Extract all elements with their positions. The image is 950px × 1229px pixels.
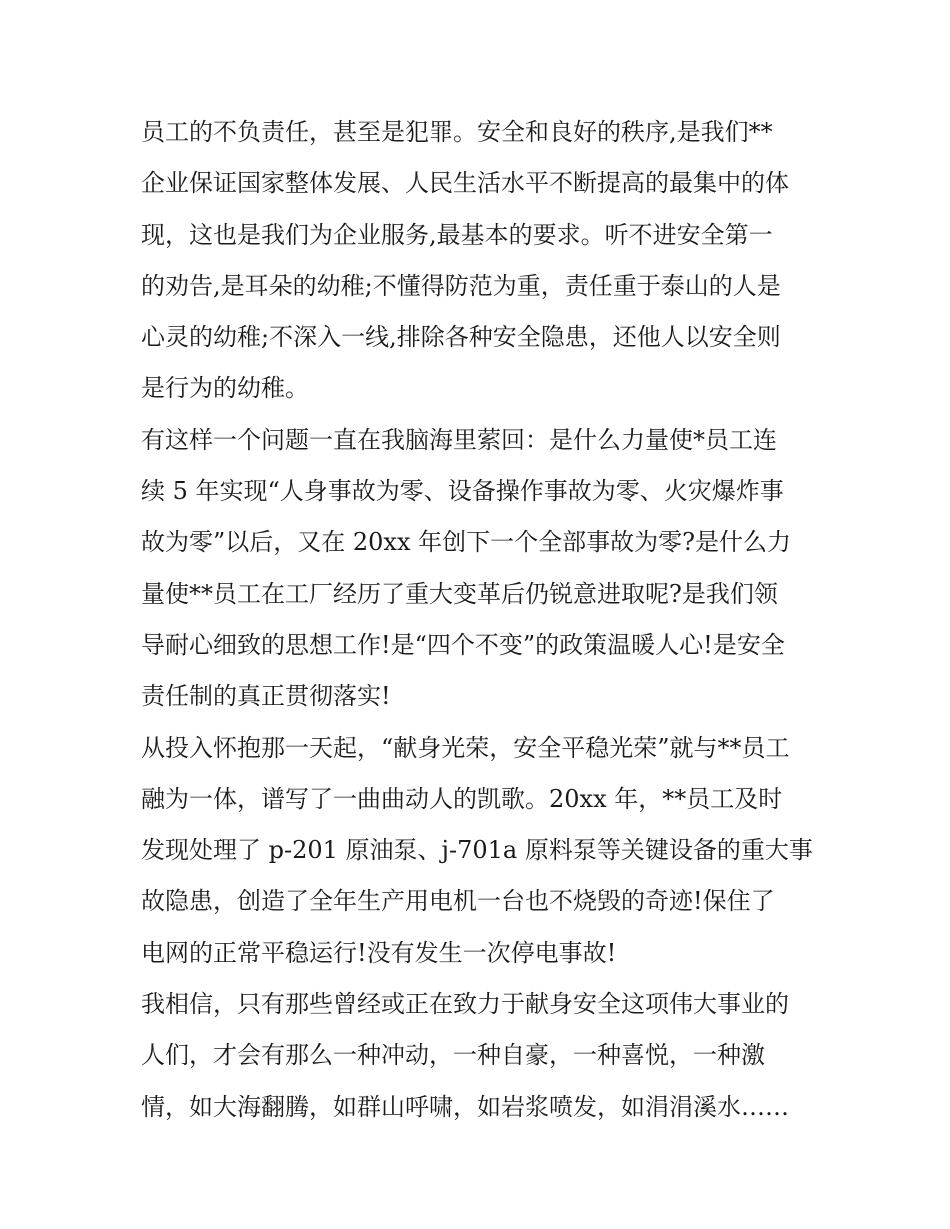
text-line: 故隐患，创造了全年生产用电机一台也不烧毁的奇迹!保住了 bbox=[141, 887, 775, 916]
text-line: 导耐心细致的思想工作!是“四个不变”的政策温暖人心!是安全 bbox=[141, 630, 785, 659]
text-line: 有这样一个问题一直在我脑海里萦回：是什么力量使*员工连 bbox=[141, 425, 777, 454]
text-line: 人们，才会有那么一种冲动，一种自豪，一种喜悦，一种激 bbox=[141, 1041, 765, 1070]
text-line: 融为一体，谱写了一曲曲动人的凯歌。20xx 年，**员工及时 bbox=[141, 784, 783, 813]
text-line: 故为零”以后，又在 20xx 年创下一个全部事故为零?是什么力 bbox=[141, 528, 792, 557]
text-line: 现，这也是我们为企业服务,最基本的要求。听不进安全第一 bbox=[141, 220, 773, 249]
text-line: 的劝告,是耳朵的幼稚;不懂得防范为重，责任重于泰山的人是 bbox=[141, 271, 781, 300]
text-line: 电网的正常平稳运行!没有发生一次停电事故! bbox=[141, 938, 617, 967]
text-line: 是行为的幼稚。 bbox=[141, 374, 309, 403]
text-line: 续 5 年实现“人身事故为零、设备操作事故为零、火灾爆炸事 bbox=[141, 477, 784, 506]
text-line: 责任制的真正贯彻落实! bbox=[141, 682, 391, 711]
text-line: 发现处理了 p-201 原油泵、j-701a 原料泵等关键设备的重大事 bbox=[141, 836, 813, 865]
text-line: 情，如大海翻腾，如群山呼啸，如岩浆喷发，如涓涓溪水…… bbox=[141, 1092, 789, 1121]
text-line: 员工的不负责任，甚至是犯罪。安全和良好的秩序,是我们** bbox=[141, 118, 773, 146]
text-line: 心灵的幼稚;不深入一线,排除各种安全隐患，还他人以安全则 bbox=[141, 323, 781, 352]
text-line: 企业保证国家整体发展、人民生活水平不断提高的最集中的体 bbox=[141, 169, 789, 198]
text-line: 量使**员工在工厂经历了重大变革后仍锐意进取呢?是我们领 bbox=[141, 579, 778, 608]
text-line: 我相信，只有那些曾经或正在致力于献身安全这项伟大事业的 bbox=[141, 990, 789, 1019]
document-body bbox=[141, 107, 821, 1133]
text-line: 从投入怀抱那一天起，“献身光荣，安全平稳光荣”就与**员工 bbox=[141, 733, 790, 762]
